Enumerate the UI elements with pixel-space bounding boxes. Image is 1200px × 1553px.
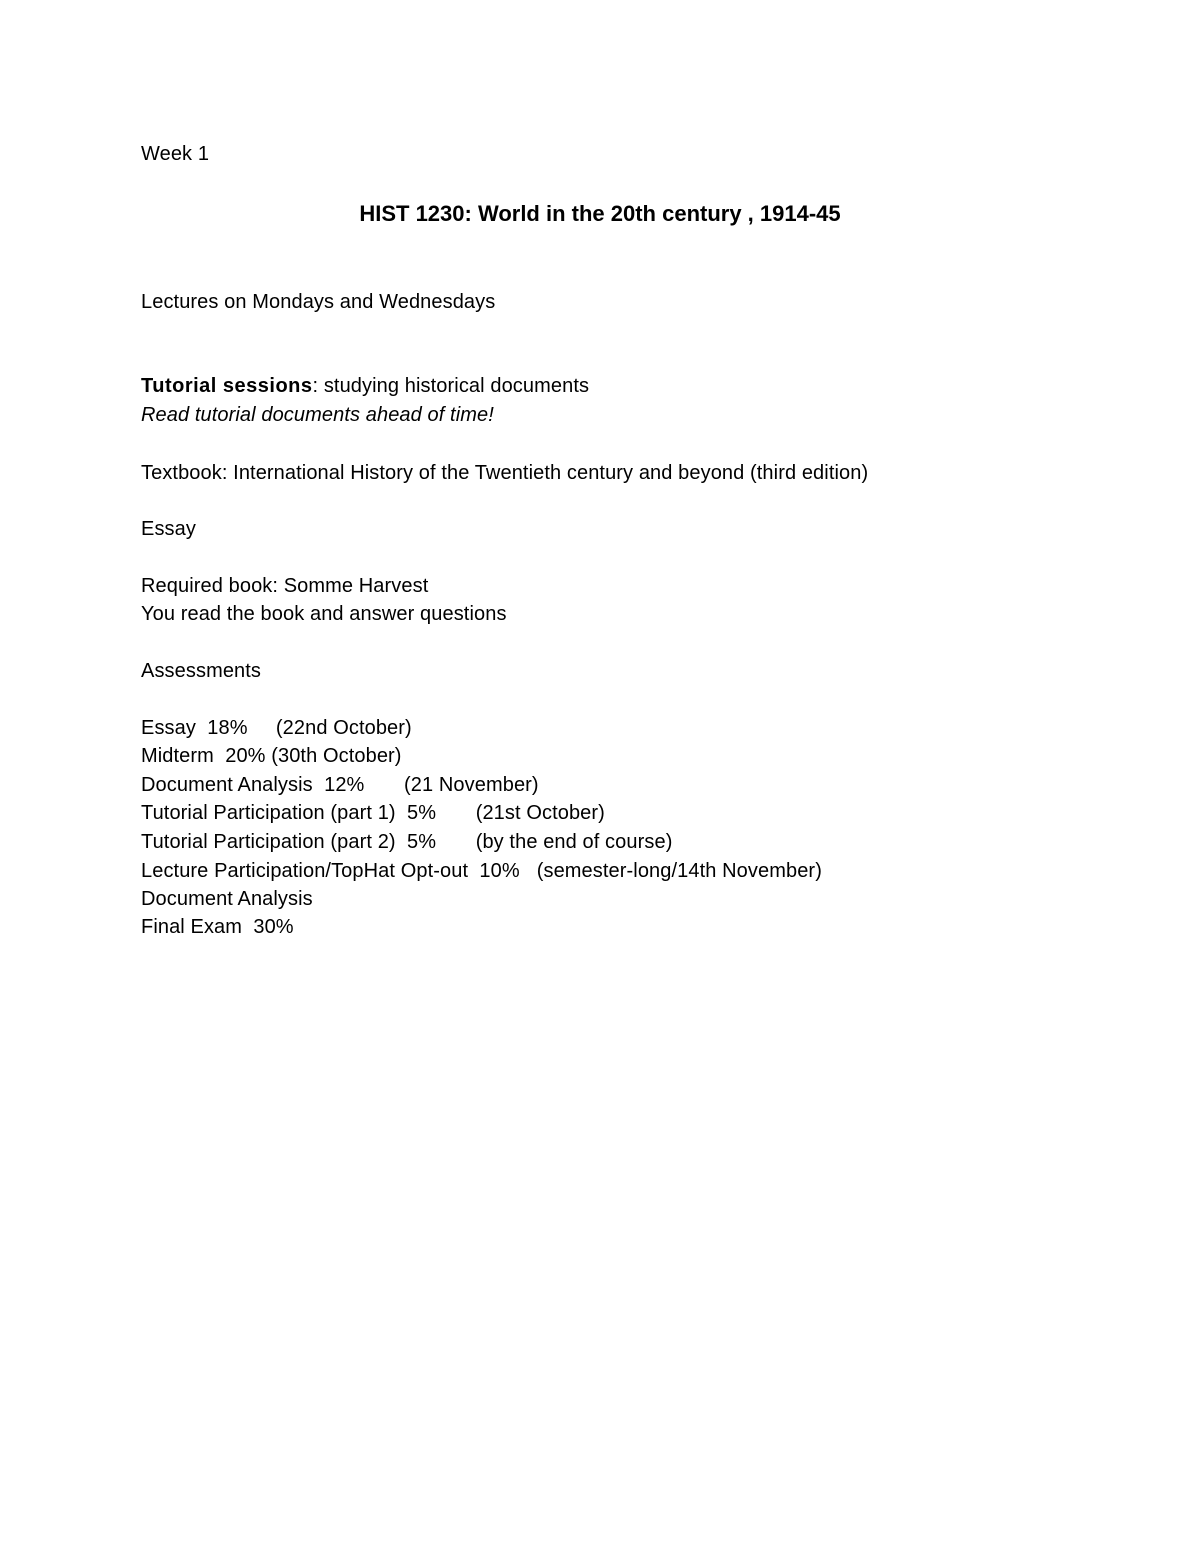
assessment-item: Tutorial Participation (part 2) 5% (by the end of course) bbox=[141, 831, 673, 853]
assessment-item: Final Exam 30% bbox=[141, 916, 294, 938]
essay-text: Essay bbox=[141, 518, 196, 540]
week-label: Week 1 bbox=[141, 143, 210, 165]
textbook-text: Textbook: International History of the Twentieth century and beyond (third edition) bbox=[141, 462, 869, 484]
assessment-item: Document Analysis 12% (21 November) bbox=[141, 774, 539, 796]
tutorial-note: Read tutorial documents ahead of time! bbox=[141, 404, 494, 426]
page-title: HIST 1230: World in the 20th century , 1914-45 bbox=[359, 201, 841, 226]
assessments-heading: Assessments bbox=[141, 660, 262, 682]
assessment-item: Midterm 20% (30th October) bbox=[141, 745, 402, 767]
lectures-text: Lectures on Mondays and Wednesdays bbox=[141, 291, 496, 313]
read-book-text: You read the book and answer questions bbox=[141, 603, 507, 625]
assessment-item: Essay 18% (22nd October) bbox=[141, 717, 412, 739]
tutorial-line bbox=[141, 374, 589, 398]
tutorial-text: : studying historical documents bbox=[312, 375, 590, 397]
tutorial-label: Tutorial sessions bbox=[141, 375, 313, 397]
assessment-item: Document Analysis bbox=[141, 888, 313, 910]
assessment-item: Tutorial Participation (part 1) 5% (21st October) bbox=[141, 802, 605, 824]
required-book-text: Required book: Somme Harvest bbox=[141, 575, 429, 597]
assessment-item: Lecture Participation/TopHat Opt-out 10% (semester-long/14th November) bbox=[141, 860, 822, 882]
